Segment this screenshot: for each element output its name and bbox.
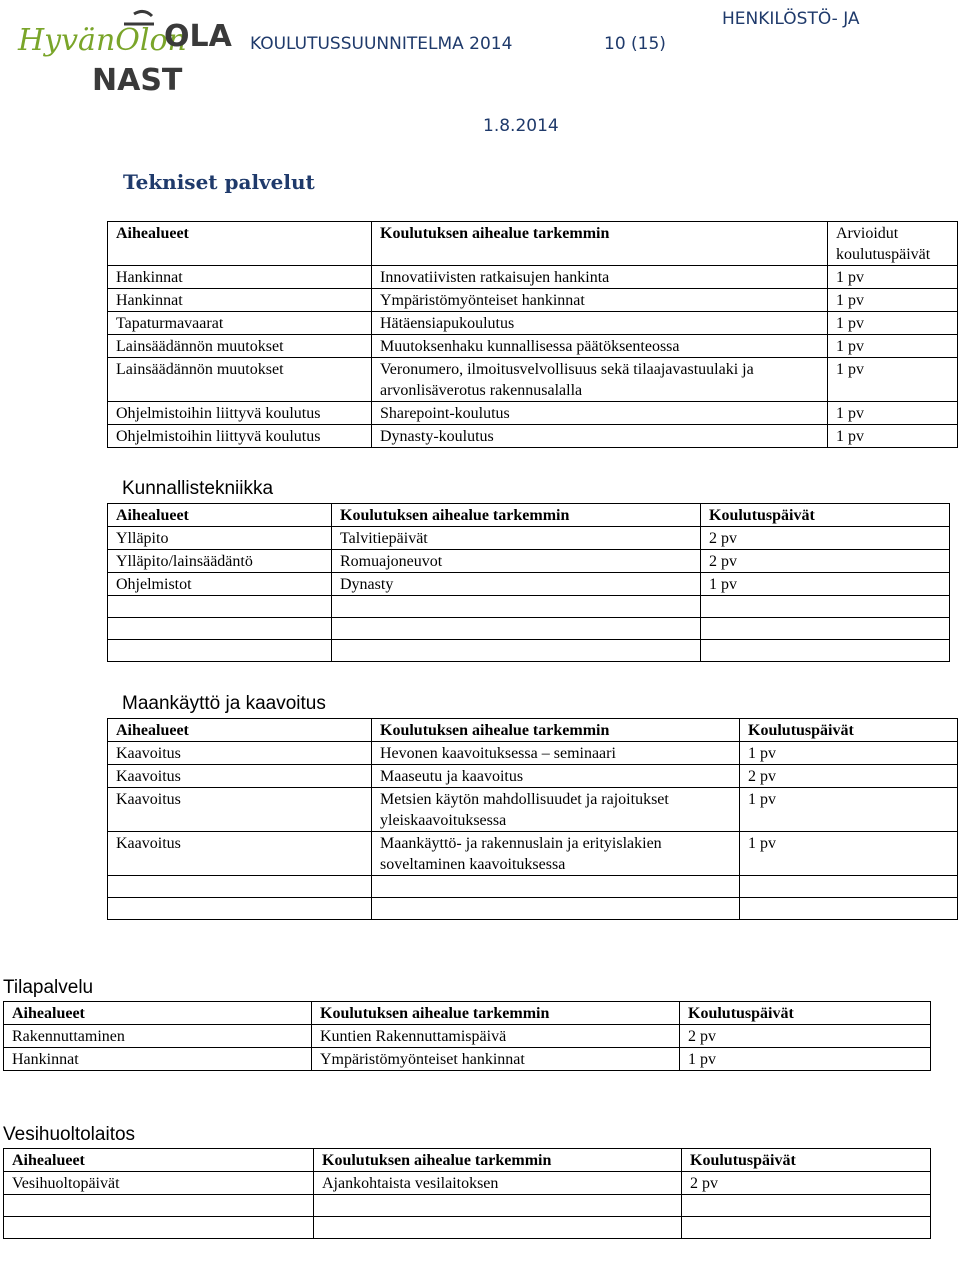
header-cell: Aihealueet (108, 222, 372, 266)
svg-text:NAST: NAST (92, 63, 183, 98)
header-cell: Koulutuspäivät (682, 1149, 931, 1172)
table-cell: Ohjelmistot (108, 573, 332, 596)
section-title-vesihuolto: Vesihuoltolaitos (3, 1124, 136, 1145)
table-row (108, 289, 958, 312)
empty-row (108, 640, 950, 662)
table-cell: 1 pv (740, 788, 958, 832)
table-cell: Sharepoint-koulutus (372, 402, 828, 425)
header-cell: Arvioidut koulutuspäivät (828, 222, 958, 266)
table-cell: 2 pv (701, 550, 950, 573)
table-cell: Ohjelmistoihin liittyvä koulutus (108, 425, 372, 448)
table-cell: 1 pv (680, 1048, 931, 1071)
table-cell: Metsien käytön mahdollisuudet ja rajoitukset yleiskaavoituksessa (372, 788, 740, 832)
table-cell: Ylläpito/lainsäädäntö (108, 550, 332, 573)
table-tekniset (107, 221, 958, 448)
table-header-row (108, 719, 958, 742)
empty-row (108, 596, 950, 618)
table-cell: Lainsäädännön muutokset (108, 335, 372, 358)
table-cell: Dynasty-koulutus (372, 425, 828, 448)
table-cell: Hankinnat (4, 1048, 312, 1071)
table-vesihuolto (3, 1148, 931, 1239)
header-cell: Aihealueet (4, 1002, 312, 1025)
table-row (108, 402, 958, 425)
table-cell: 1 pv (828, 402, 958, 425)
empty-row (108, 876, 958, 898)
table-row (4, 1025, 931, 1048)
empty-row (4, 1217, 931, 1239)
header-cell: Aihealueet (108, 504, 332, 527)
table-cell: 2 pv (682, 1172, 931, 1195)
table-row (108, 742, 958, 765)
table-row (4, 1172, 931, 1195)
svg-text:HyvänOlon: HyvänOlon (18, 23, 187, 58)
header-cell: Koulutuspäivät (740, 719, 958, 742)
table-cell: Talvitiepäivät (332, 527, 701, 550)
table-header-row (4, 1002, 931, 1025)
table-cell: Kaavoitus (108, 765, 372, 788)
table-row (108, 573, 950, 596)
section-title-maankaytto: Maankäyttö ja kaavoitus (122, 693, 326, 714)
table-cell: 1 pv (828, 312, 958, 335)
table-cell: 1 pv (740, 832, 958, 876)
table-row (108, 527, 950, 550)
table-cell: Dynasty (332, 573, 701, 596)
table-cell: Ajankohtaista vesilaitoksen (314, 1172, 682, 1195)
table-cell: Hätäensiapukoulutus (372, 312, 828, 335)
table-header-row (108, 222, 958, 266)
table-cell: Kuntien Rakennuttamispäivä (312, 1025, 680, 1048)
section-title-kunnallistekniikka: Kunnallistekniikka (122, 478, 274, 499)
table-maankaytto (107, 718, 958, 920)
table-cell: 2 pv (680, 1025, 931, 1048)
department-label: HENKILÖSTÖ- JA (722, 9, 860, 29)
table-cell: 2 pv (701, 527, 950, 550)
table-header-row (4, 1149, 931, 1172)
table-row (108, 266, 958, 289)
section-title-tilapalvelu: Tilapalvelu (3, 977, 94, 998)
empty-row (108, 898, 958, 920)
table-row (108, 425, 958, 448)
table-cell: 1 pv (828, 289, 958, 312)
table-cell: Ympäristömyönteiset hankinnat (312, 1048, 680, 1071)
table-cell: Kaavoitus (108, 742, 372, 765)
table-cell: Tapaturmavaarat (108, 312, 372, 335)
table-cell: 1 pv (828, 425, 958, 448)
page-number: 10 (15) (604, 34, 666, 54)
table-row (108, 765, 958, 788)
table-cell: Lainsäädännön muutokset (108, 358, 372, 402)
table-cell: Muutoksenhaku kunnallisessa päätöksenteossa (372, 335, 828, 358)
table-cell: 2 pv (740, 765, 958, 788)
table-cell: Hankinnat (108, 289, 372, 312)
header-cell: Koulutuspäivät (680, 1002, 931, 1025)
table-row (108, 832, 958, 876)
document-title: KOULUTUSSUUNNITELMA 2014 (250, 34, 513, 54)
header-cell: Koulutuksen aihealue tarkemmin (314, 1149, 682, 1172)
table-cell: Maaseutu ja kaavoitus (372, 765, 740, 788)
header-cell: Koulutuksen aihealue tarkemmin (332, 504, 701, 527)
header-cell: Koulutuksen aihealue tarkemmin (372, 222, 828, 266)
table-cell: Ympäristömyönteiset hankinnat (372, 289, 828, 312)
header-cell: Koulutuksen aihealue tarkemmin (372, 719, 740, 742)
table-cell: Hevonen kaavoituksessa – seminaari (372, 742, 740, 765)
table-cell: Romuajoneuvot (332, 550, 701, 573)
hyvan-olon-nastola-logo (14, 6, 239, 102)
empty-row (108, 618, 950, 640)
table-cell: Innovatiivisten ratkaisujen hankinta (372, 266, 828, 289)
header-cell: Aihealueet (4, 1149, 314, 1172)
table-cell: Ylläpito (108, 527, 332, 550)
table-kunnallistekniikka (107, 503, 950, 662)
table-cell: Maankäyttö- ja rakennuslain ja erityislakien soveltaminen kaavoituksessa (372, 832, 740, 876)
empty-row (4, 1195, 931, 1217)
table-cell: 1 pv (828, 266, 958, 289)
header-cell: Aihealueet (108, 719, 372, 742)
table-tilapalvelu (3, 1001, 931, 1071)
table-cell: 1 pv (828, 335, 958, 358)
table-cell: 1 pv (740, 742, 958, 765)
section-title-tekniset: Tekniset palvelut (123, 170, 315, 194)
table-row (108, 335, 958, 358)
table-cell: 1 pv (701, 573, 950, 596)
table-row (108, 788, 958, 832)
table-row (108, 358, 958, 402)
table-cell: Hankinnat (108, 266, 372, 289)
table-cell: Kaavoitus (108, 788, 372, 832)
table-cell: Ohjelmistoihin liittyvä koulutus (108, 402, 372, 425)
header-cell: Koulutuspäivät (701, 504, 950, 527)
table-cell: Rakennuttaminen (4, 1025, 312, 1048)
table-cell: 1 pv (828, 358, 958, 402)
table-row (4, 1048, 931, 1071)
table-row (108, 312, 958, 335)
document-date: 1.8.2014 (483, 116, 559, 136)
svg-text:OLA: OLA (164, 19, 232, 54)
table-header-row (108, 504, 950, 527)
table-cell: Veronumero, ilmoitusvelvollisuus sekä tilaajavastuulaki ja arvonlisäverotus rakennusalalla (372, 358, 828, 402)
table-row (108, 550, 950, 573)
header-cell: Koulutuksen aihealue tarkemmin (312, 1002, 680, 1025)
table-cell: Vesihuoltopäivät (4, 1172, 314, 1195)
table-cell: Kaavoitus (108, 832, 372, 876)
